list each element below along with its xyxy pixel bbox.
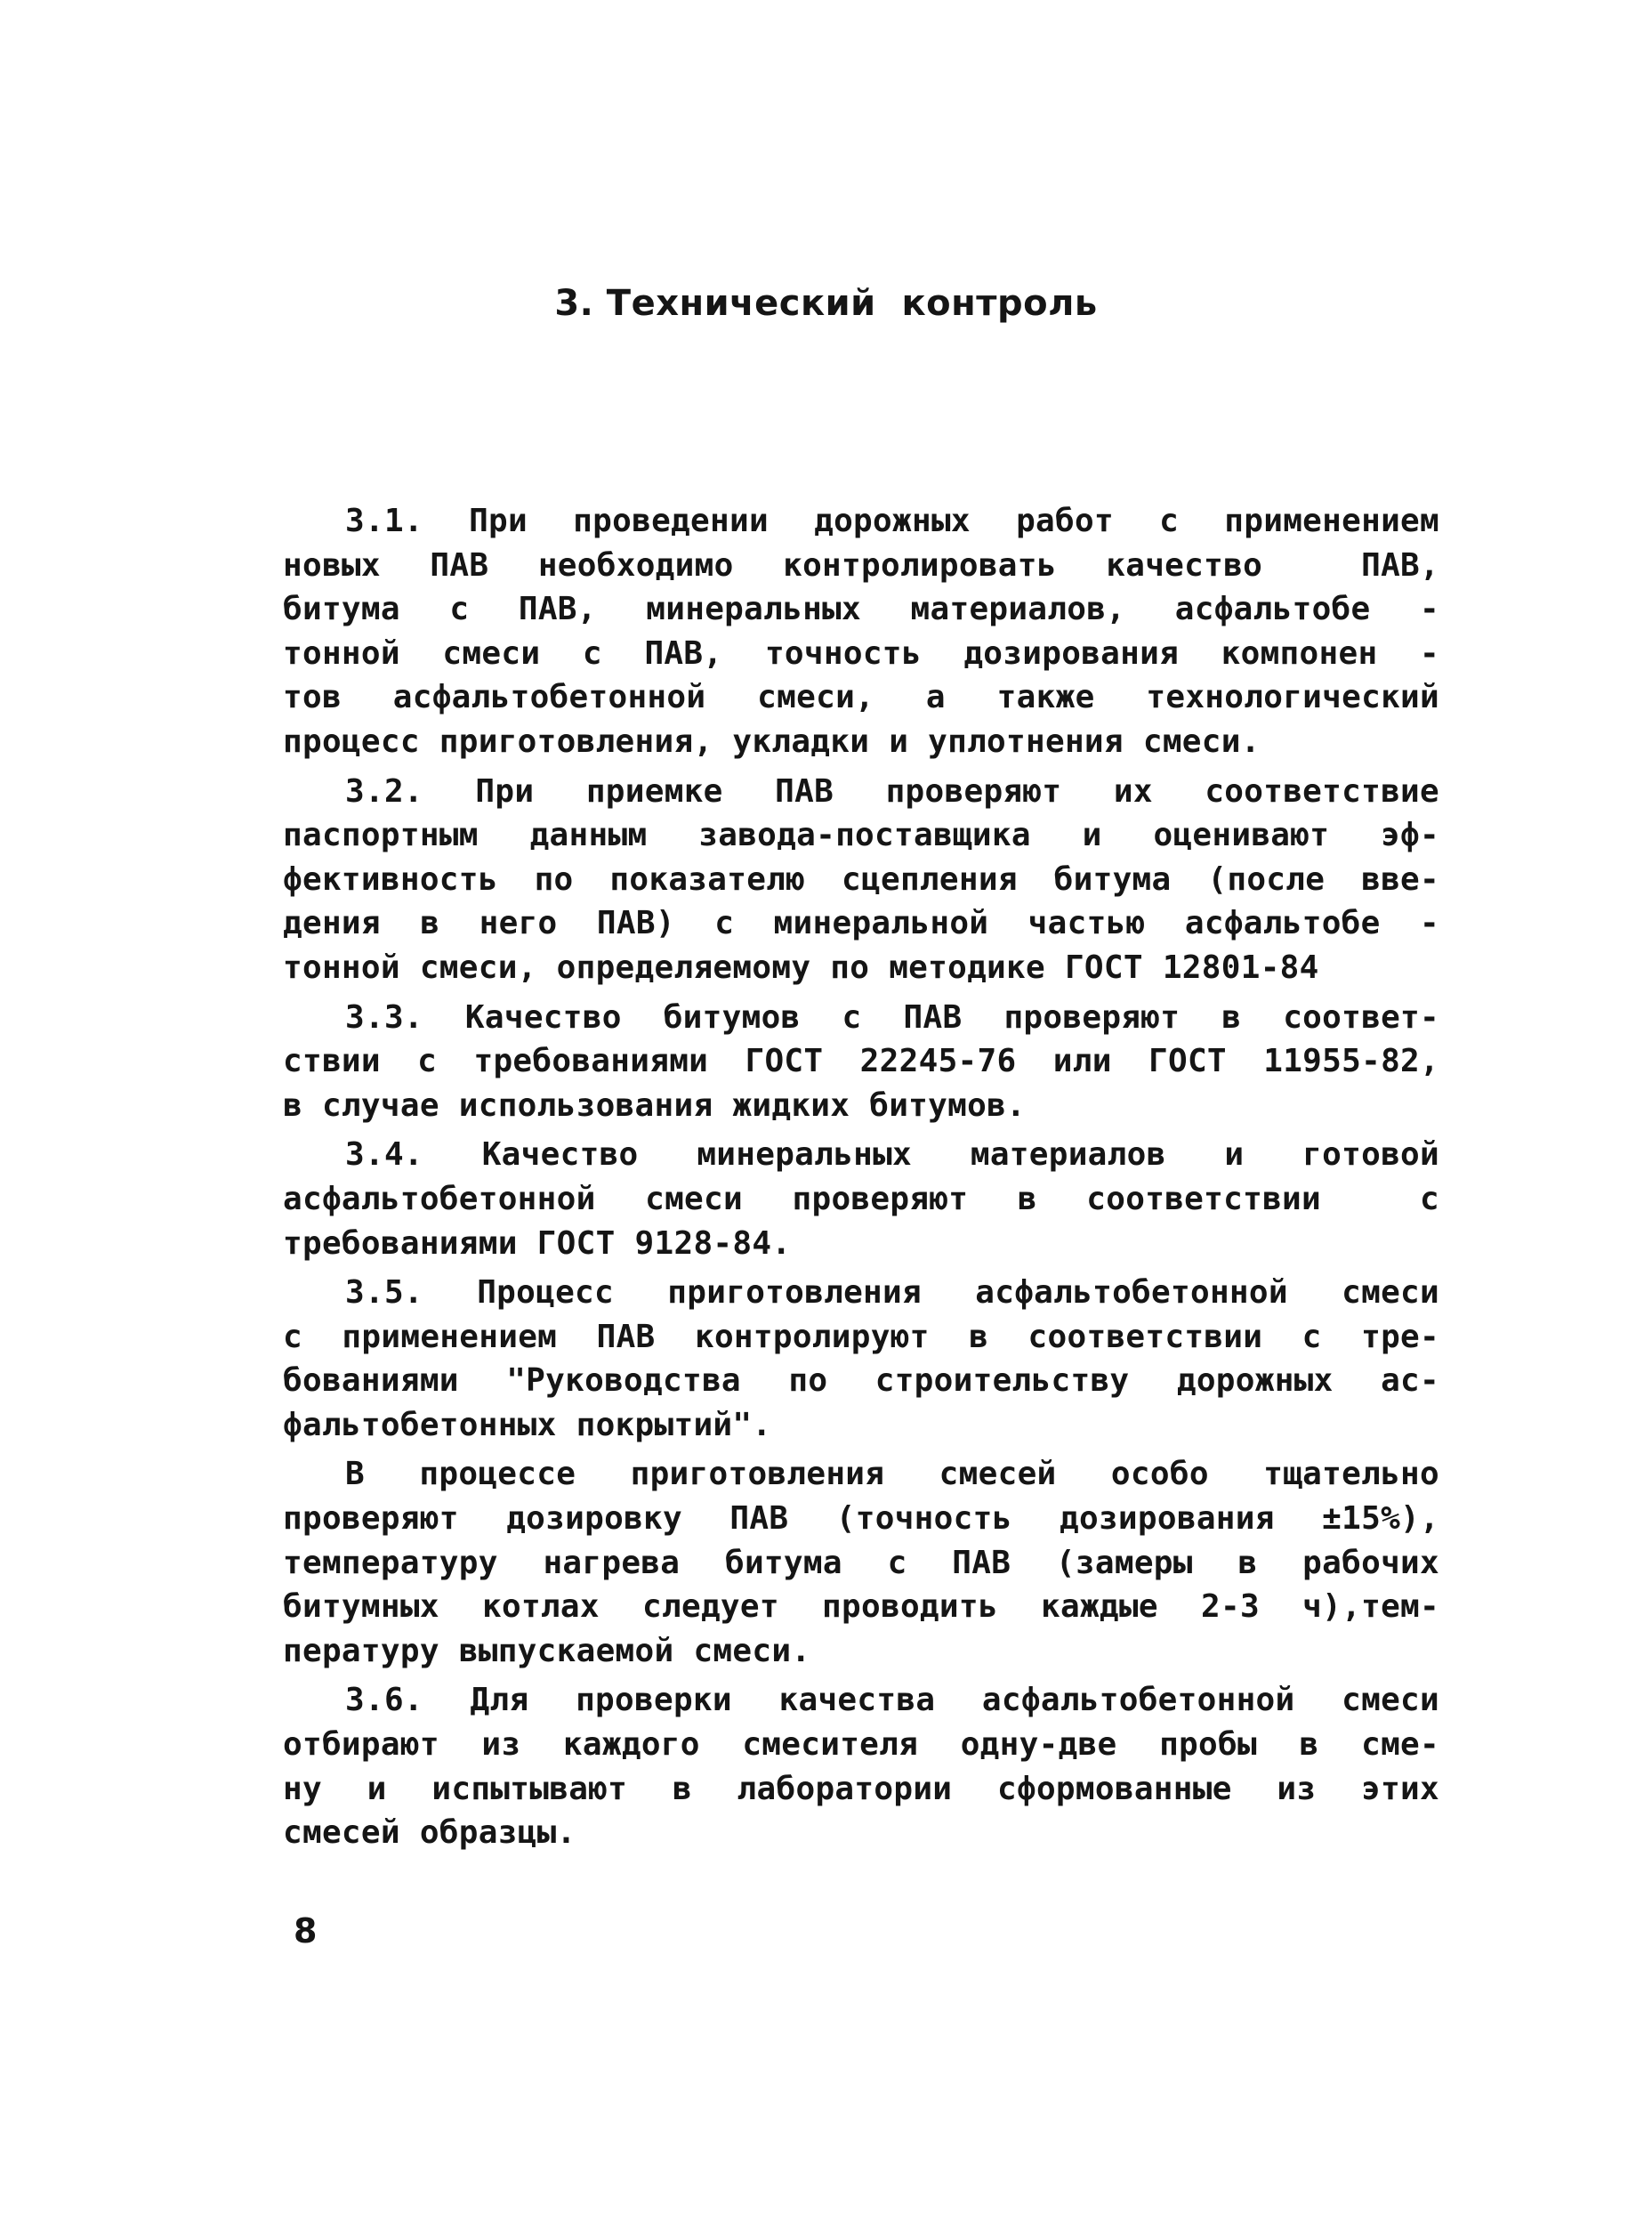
text-line: асфальтобетонной смеси проверяют в соответствии с: [283, 1180, 1439, 1217]
text-line: 3.6. Для проверки качества асфальтобетонной смеси: [345, 1682, 1439, 1719]
text-line: 3.5. Процесс приготовления асфальтобетонной смеси: [345, 1274, 1439, 1312]
text-line: тонной смеси с ПАВ, точность дозирования компонен -: [283, 634, 1439, 672]
text-line: отбирают из каждого смесителя одну-две пробы в сме-: [283, 1726, 1439, 1764]
text-line: с применением ПАВ контролируют в соответствии с тре-: [283, 1318, 1439, 1355]
page-number: 8: [294, 1911, 318, 1950]
paragraph-3-5-continued: [283, 1452, 1439, 1673]
text-line: В процессе приготовления смесей особо тщательно: [345, 1456, 1439, 1493]
text-line: тов асфальтобетонной смеси, а также технологический: [283, 679, 1439, 716]
section-title: 3. Технический контроль: [554, 283, 1098, 324]
text-line: паспортным данным завода-поставщика и оценивают эф-: [283, 817, 1439, 854]
text-line: ствии с требованиями ГОСТ 22245-76 или ГОСТ 11955-82,: [283, 1043, 1439, 1080]
text-line: дения в него ПАВ) с минеральной частью асфальтобе -: [283, 905, 1439, 942]
text-line: бованиями "Руководства по строительству дорожных ас-: [283, 1362, 1439, 1400]
text-line: битумных котлах следует проводить каждые 2-3 ч),тем-: [283, 1588, 1439, 1626]
text-line: ну и испытывают в лаборатории сформованные из этих: [283, 1770, 1439, 1807]
section-body: [283, 499, 1439, 1855]
text-line: пературу выпускаемой смеси.: [283, 1632, 811, 1669]
text-line: битума с ПАВ, минеральных материалов, асфальтобе -: [283, 591, 1439, 628]
paragraph-3-4: [283, 1133, 1439, 1265]
text-line: фальтобетонных покрытий".: [283, 1406, 772, 1443]
text-line: требованиями ГОСТ 9128-84.: [283, 1224, 792, 1262]
paragraph-3-1: [283, 499, 1439, 764]
text-line: процесс приготовления, укладки и уплотнения смеси.: [283, 723, 1261, 760]
paragraph-3-3: [283, 996, 1439, 1128]
paragraph-3-5: [283, 1271, 1439, 1447]
text-line: 3.1. При проведении дорожных работ с применением: [345, 503, 1439, 539]
text-line: 3.3. Качество битумов с ПАВ проверяют в соответ-: [345, 998, 1439, 1036]
text-line: новых ПАВ необходимо контролировать качество ПАВ,: [283, 546, 1439, 584]
text-line: тонной смеси, определяемому по методике ГОСТ 12801-84: [283, 949, 1319, 986]
text-line: проверяют дозировку ПАВ (точность дозирования ±15%),: [283, 1500, 1439, 1538]
text-line: в случае использования жидких битумов.: [283, 1086, 1027, 1124]
text-line: фективность по показателю сцепления битума (после вве-: [283, 860, 1439, 898]
paragraph-3-2: [283, 770, 1439, 990]
text-line: температуру нагрева битума с ПАВ (замеры в рабочих: [283, 1544, 1439, 1581]
paragraph-3-6: [283, 1678, 1439, 1854]
text-line: 3.2. При приемке ПАВ проверяют их соответствие: [345, 772, 1439, 810]
text-line: смесей образцы.: [283, 1814, 576, 1852]
text-line: 3.4. Качество минеральных материалов и готовой: [345, 1136, 1439, 1174]
